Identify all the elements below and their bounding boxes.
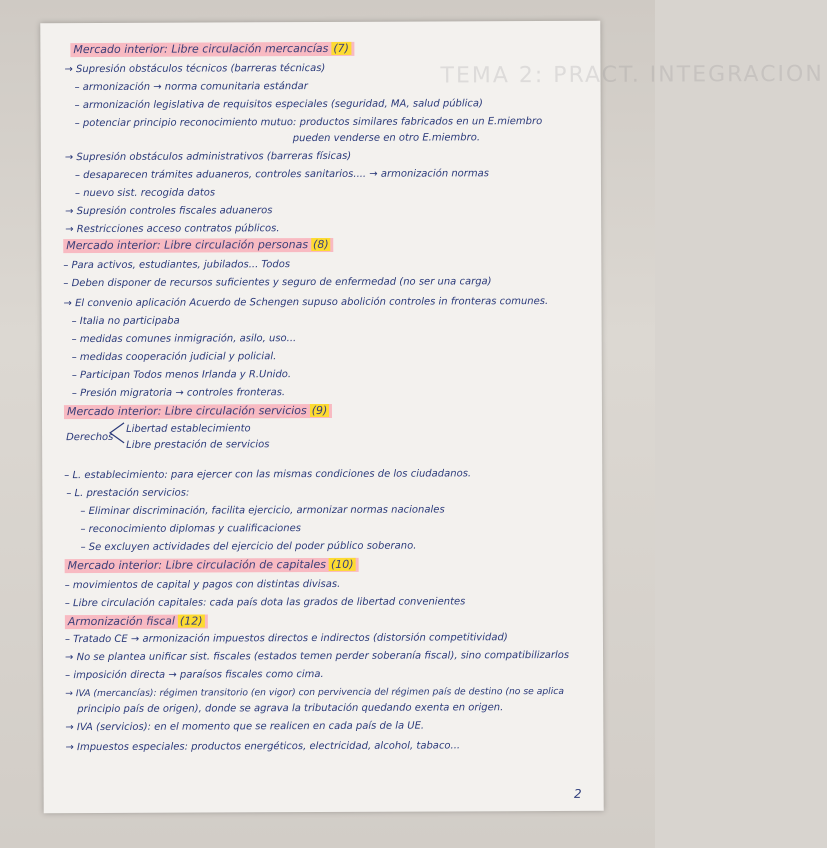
page-number: 2: [573, 786, 582, 801]
note-line: – reconocimiento diplomas y cualificaciones: [80, 523, 301, 536]
note-line: – potenciar principio reconocimiento mutuo: productos similares fabricados en un E.miembro: [74, 116, 543, 130]
note-line: – Participan Todos menos Irlanda y R.Unido.: [71, 369, 292, 382]
note-line: → Supresión obstáculos administrativos (barreras físicas): [64, 150, 352, 164]
note-line: pueden venderse en otro E.miembro.: [292, 132, 481, 145]
note-line: – Libre circulación capitales: cada país dota las grados de libertad convenientes: [64, 596, 466, 610]
notebook-page: [40, 21, 824, 813]
note-line: Libertad establecimiento: [126, 423, 251, 435]
ghost-title-bleedthrough: TEMA 2: PRACT. INTEGRACION: [440, 61, 824, 89]
note-line: → Impuestos especiales: productos energéticos, electricidad, alcohol, tabaco...: [65, 740, 461, 754]
note-line: – medidas cooperación judicial y policial.: [71, 351, 277, 364]
note-line: – L. establecimiento: para ejercer con las mismas condiciones de los ciudadanos.: [64, 468, 472, 482]
note-line: – Tratado CE → armonización impuestos directos e indirectos (distorsión competitividad): [64, 632, 508, 646]
note-line: – Presión migratoria → controles fronteras.: [71, 387, 286, 400]
note-line: – nuevo sist. recogida datos: [74, 187, 216, 200]
note-line: – Deben disponer de recursos suficientes y seguro de enfermedad (no ser una carga): [63, 276, 492, 290]
note-line: → El convenio aplicación Acuerdo de Schengen supuso abolición controles in fronteras comunes.: [63, 296, 549, 310]
note-line: principio país de origen), donde se agrava la tributación quedando exenta en origen.: [77, 702, 504, 716]
note-line: – armonización legislativa de requisitos especiales (seguridad, MA, salud pública): [74, 98, 483, 112]
note-line: – movimientos de capital y pagos con distintas divisas.: [64, 578, 341, 592]
note-line: → No se plantea unificar sist. fiscales (estados temen perder soberanía fiscal), sino compatibilizarlos: [65, 649, 570, 664]
note-line: – L. prestación servicios:: [66, 487, 190, 500]
note-line: – armonización → norma comunitaria estándar: [74, 81, 308, 94]
note-line: → IVA (servicios): en el momento que se realicen en cada país de la UE.: [65, 720, 425, 734]
note-line: Derechos: [66, 431, 114, 444]
section-heading-personas: Mercado interior: Libre circulación personas (8): [63, 238, 333, 253]
note-line: – Para activos, estudiantes, jubilados... Todos: [63, 259, 291, 272]
section-heading-mercancias: Mercado interior: Libre circulación mercancías (7): [70, 42, 354, 57]
note-line: → IVA (mercancías): régimen transitorio (en vigor) con pervivencia del régimen país de destino (no se aplica: [65, 685, 564, 700]
note-line: – Eliminar discriminación, facilita ejercicio, armonizar normas nacionales: [80, 504, 445, 518]
note-line: – Italia no participaba: [71, 315, 180, 328]
note-line: → Supresión controles fiscales aduaneros: [65, 205, 273, 218]
section-heading-capitales: Mercado interior: Libre circulación de capitales (10): [65, 558, 359, 573]
bracket-icon: [106, 421, 126, 445]
section-heading-armonizacion-fiscal: Armonización fiscal (12): [65, 615, 208, 630]
note-line: → Supresión obstáculos técnicos (barreras técnicas): [64, 62, 326, 76]
note-line: – Se excluyen actividades del ejercicio del poder público soberano.: [80, 540, 417, 554]
note-line: – medidas comunes inmigración, asilo, uso...: [71, 333, 297, 346]
note-line: – imposición directa → paraísos fiscales como cima.: [65, 668, 324, 682]
note-line: → Restricciones acceso contratos públicos.: [65, 223, 280, 236]
note-line: – desaparecen trámites aduaneros, controles sanitarios.... → armonización normas: [74, 168, 490, 182]
section-heading-servicios: Mercado interior: Libre circulación servicios (9): [64, 404, 332, 419]
note-line: Libre prestación de servicios: [126, 439, 270, 451]
